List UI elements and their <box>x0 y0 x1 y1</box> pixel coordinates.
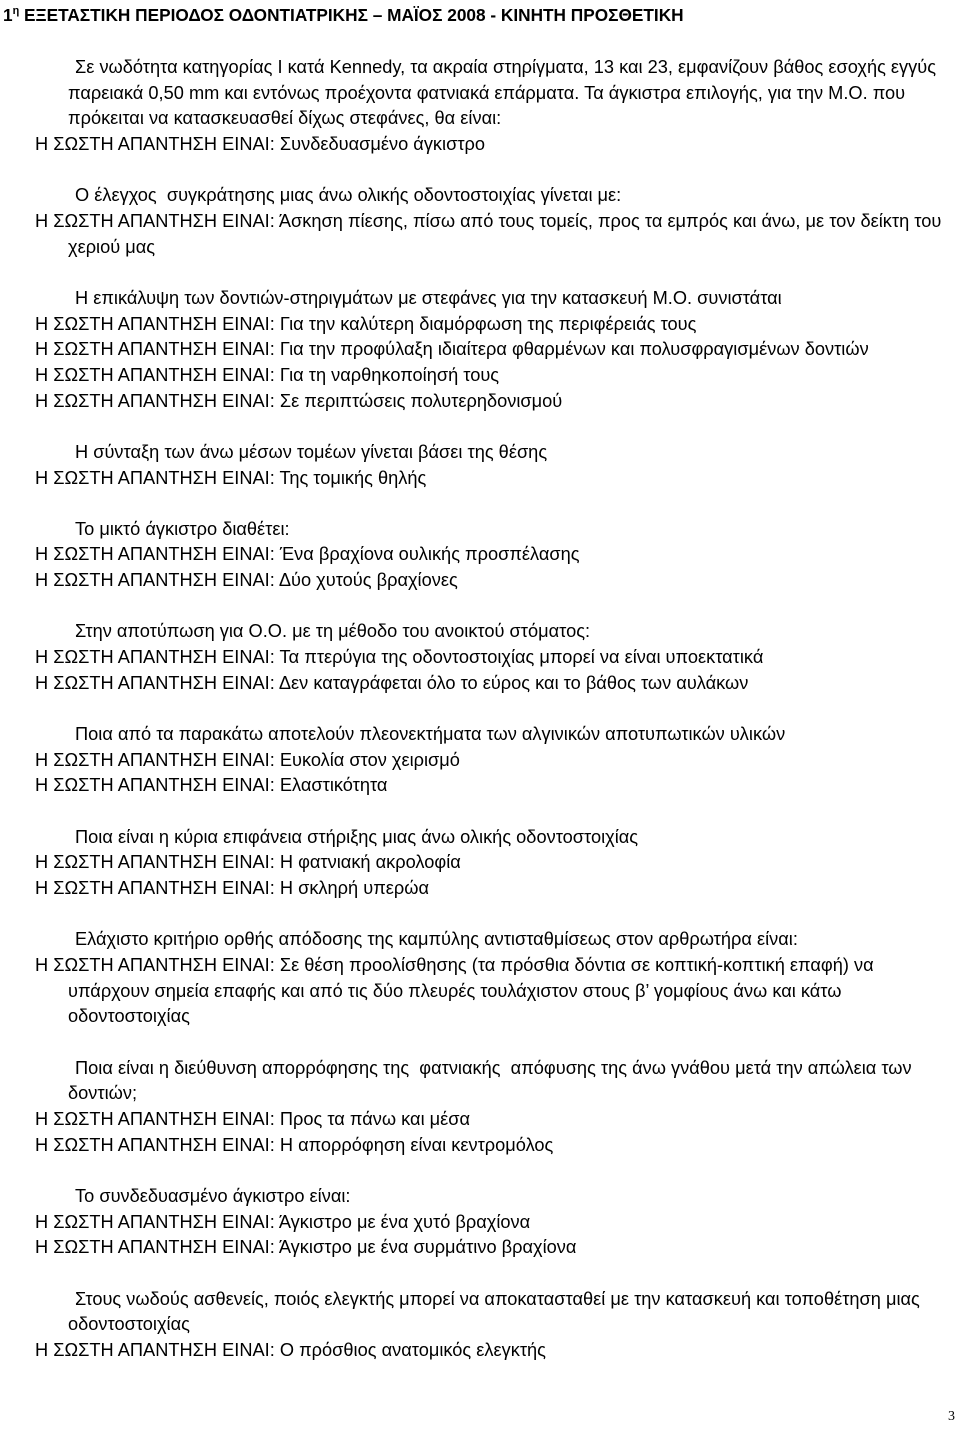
answer-line <box>0 1337 960 1363</box>
question-line <box>0 1055 960 1081</box>
answer-content <box>35 311 696 337</box>
answer-content <box>35 208 941 234</box>
exam-header <box>3 2 694 28</box>
answer-text: Για την καλύτερη διαμόρφωση της περιφέρειάς τους <box>279 312 697 334</box>
answer-line <box>0 1003 960 1029</box>
question-text: δοντιών; <box>68 1082 138 1104</box>
question-text: οδοντοστοιχίας <box>68 1313 190 1335</box>
answer-content <box>35 1106 470 1132</box>
question-line <box>0 1311 960 1337</box>
answer-content <box>35 1132 553 1158</box>
answer-text: Σε θέση προολίσθησης (τα πρόσθια δόντια σε κοπτική-κοπτική επαφή) να <box>279 953 874 975</box>
question-text: Στην αποτύπωση για Ο.Ο. με τη μέθοδο του ανοικτού στόματος: <box>75 620 591 642</box>
answer-line <box>0 772 960 798</box>
qa-item-2 <box>0 182 960 259</box>
question-line <box>0 1080 960 1106</box>
answer-label: Η ΣΩΣΤΗ ΑΠΑΝΤΗΣΗ ΕΙΝΑΙ: <box>35 132 275 154</box>
answer-text: Για την προφύλαξη ιδιαίτερα φθαρμένων και πολυσφραγισμένων δοντιών <box>279 338 869 360</box>
answer-line <box>0 1132 960 1158</box>
qa-item-3 <box>0 285 960 413</box>
answer-line <box>0 234 960 260</box>
answer-text: Συνδεδυασμένο άγκιστρο <box>279 132 486 154</box>
answer-content <box>35 362 499 388</box>
answer-text: Δεν καταγράφεται όλο το εύρος και το βάθος των αυλάκων <box>278 671 749 693</box>
question-text: Ο έλεγχος συγκράτησης μιας άνω ολικής οδοντοστοιχίας γίνεται με: <box>75 184 622 206</box>
answer-label: Η ΣΩΣΤΗ ΑΠΑΝΤΗΣΗ ΕΙΝΑΙ: <box>35 851 275 873</box>
header-number: 1 <box>3 5 13 25</box>
qa-item-4 <box>0 439 960 490</box>
answer-label: Η ΣΩΣΤΗ ΑΠΑΝΤΗΣΗ ΕΙΝΑΙ: <box>35 671 275 693</box>
answer-label: Η ΣΩΣΤΗ ΑΠΑΝΤΗΣΗ ΕΙΝΑΙ: <box>35 1133 275 1155</box>
answer-content <box>35 772 387 798</box>
answer-text: Δύο χυτούς βραχίονες <box>278 569 458 591</box>
answer-text: Ένα βραχίονα ουλικής προσπέλασης <box>279 543 580 565</box>
answer-label: Η ΣΩΣΤΗ ΑΠΑΝΤΗΣΗ ΕΙΝΑΙ: <box>35 1236 275 1258</box>
answer-line <box>0 208 960 234</box>
qa-item-1 <box>0 54 960 157</box>
answer-label: Η ΣΩΣΤΗ ΑΠΑΝΤΗΣΗ ΕΙΝΑΙ: <box>35 1338 275 1360</box>
answer-content <box>35 1209 530 1235</box>
answer-text: χεριού μας <box>68 235 156 257</box>
answer-line <box>0 978 960 1004</box>
answer-line <box>0 1106 960 1132</box>
answer-label: Η ΣΩΣΤΗ ΑΠΑΝΤΗΣΗ ΕΙΝΑΙ: <box>35 466 275 488</box>
question-text: Το μικτό άγκιστρο διαθέτει: <box>75 517 290 539</box>
question-line <box>0 824 960 850</box>
answer-content <box>35 567 458 593</box>
answer-line <box>0 952 960 978</box>
answer-line <box>0 747 960 773</box>
answer-text: Προς τα πάνω και μέσα <box>279 1107 471 1129</box>
answer-text: Σε περιπτώσεις πολυτερηδονισμού <box>279 389 563 411</box>
question-text: Η σύνταξη των άνω μέσων τομέων γίνεται βάσει της θέσης <box>75 440 548 462</box>
header-ordinal-suffix: η <box>12 5 20 17</box>
answer-content <box>35 670 748 696</box>
answer-content <box>35 541 580 567</box>
answer-line <box>0 875 960 901</box>
answer-content <box>35 747 460 773</box>
question-text: Ποια είναι η διεύθυνση απορρόφησης της φατνιακής απόφυσης της άνω γνάθου μετά την απώλεια των <box>75 1056 912 1078</box>
answer-label: Η ΣΩΣΤΗ ΑΠΑΝΤΗΣΗ ΕΙΝΑΙ: <box>35 209 275 231</box>
answer-content <box>35 388 562 414</box>
exam-content <box>0 54 960 1388</box>
header-title: ΕΞΕΤΑΣΤΙΚΗ ΠΕΡΙΟΔΟΣ ΟΔΟΝΤΙΑΤΡΙΚΗΣ – ΜΑΪΟΣ 2008 - ΚΙΝΗΤΗ ΠΡΟΣΘΕΤΙΚΗ <box>24 5 684 25</box>
answer-text: Της τομικής θηλής <box>279 466 427 488</box>
answer-content <box>35 849 461 875</box>
answer-content <box>35 875 429 901</box>
answer-text: Για τη ναρθηκοποίησή τους <box>279 363 500 385</box>
question-text: πρόκειται να κατασκευασθεί δίχως στεφάνες, θα είναι: <box>68 107 502 129</box>
answer-line <box>0 1209 960 1235</box>
answer-text: Άγκιστρο με ένα χυτό βραχίονα <box>278 1210 531 1232</box>
answer-content <box>35 1234 576 1260</box>
answer-content <box>35 131 485 157</box>
answer-content <box>35 644 763 670</box>
question-text: Ελάχιστο κριτήριο ορθής απόδοσης της καμπύλης αντισταθμίσεως στον αρθρωτήρα είναι: <box>75 928 798 950</box>
question-line <box>0 285 960 311</box>
answer-label: Η ΣΩΣΤΗ ΑΠΑΝΤΗΣΗ ΕΙΝΑΙ: <box>35 1107 275 1129</box>
question-line <box>0 54 960 80</box>
qa-item-7 <box>0 721 960 798</box>
answer-line <box>0 388 960 414</box>
answer-content <box>35 336 869 362</box>
question-text: Το συνδεδυασμένο άγκιστρο είναι: <box>75 1184 351 1206</box>
answer-line <box>0 362 960 388</box>
qa-item-5 <box>0 516 960 593</box>
answer-content <box>35 952 874 978</box>
question-text: Ποια είναι η κύρια επιφάνεια στήριξης μιας άνω ολικής οδοντοστοιχίας <box>75 825 639 847</box>
answer-label: Η ΣΩΣΤΗ ΑΠΑΝΤΗΣΗ ΕΙΝΑΙ: <box>35 312 275 334</box>
answer-text: Άγκιστρο με ένα συρμάτινο βραχίονα <box>278 1236 577 1258</box>
answer-text: Τα πτερύγια της οδοντοστοιχίας μπορεί να είναι υποεκτατικά <box>279 646 764 668</box>
answer-text: Άσκηση πίεσης, πίσω από τους τομείς, προς τα εμπρός και άνω, με τον δείκτη του <box>278 209 942 231</box>
question-line <box>0 516 960 542</box>
question-line <box>0 721 960 747</box>
question-line <box>0 182 960 208</box>
answer-label: Η ΣΩΣΤΗ ΑΠΑΝΤΗΣΗ ΕΙΝΑΙ: <box>35 543 275 565</box>
answer-text: Η φατνιακή ακρολοφία <box>279 851 461 873</box>
question-text: Ποια από τα παρακάτω αποτελούν πλεονεκτήματα των αλγινικών αποτυπωτικών υλικών <box>75 723 786 745</box>
answer-label: Η ΣΩΣΤΗ ΑΠΑΝΤΗΣΗ ΕΙΝΑΙ: <box>35 748 275 770</box>
question-text: Σε νωδότητα κατηγορίας I κατά Kennedy, τα ακραία στηρίγματα, 13 και 23, εμφανίζουν βάθος εσοχής εγγύς <box>75 56 937 77</box>
answer-content <box>35 1337 546 1363</box>
question-line <box>0 618 960 644</box>
question-text: παρειακά 0,50 mm και εντόνως προέχοντα φατνιακά επάρματα. Τα άγκιστρα επιλογής, για την Μ.Ο. που <box>68 81 906 103</box>
answer-label: Η ΣΩΣΤΗ ΑΠΑΝΤΗΣΗ ΕΙΝΑΙ: <box>35 389 275 411</box>
answer-label: Η ΣΩΣΤΗ ΑΠΑΝΤΗΣΗ ΕΙΝΑΙ: <box>35 774 275 796</box>
answer-text: Η σκληρή υπερώα <box>279 877 430 898</box>
answer-label: Η ΣΩΣΤΗ ΑΠΑΝΤΗΣΗ ΕΙΝΑΙ: <box>35 569 275 591</box>
answer-label: Η ΣΩΣΤΗ ΑΠΑΝΤΗΣΗ ΕΙΝΑΙ: <box>35 363 275 385</box>
qa-item-11 <box>0 1183 960 1260</box>
answer-label: Η ΣΩΣΤΗ ΑΠΑΝΤΗΣΗ ΕΙΝΑΙ: <box>35 646 275 668</box>
question-line <box>0 105 960 131</box>
question-line <box>0 80 960 106</box>
answer-text: Η απορρόφηση είναι κεντρομόλος <box>279 1133 554 1155</box>
answer-line <box>0 1234 960 1260</box>
qa-item-10 <box>0 1055 960 1158</box>
answer-line <box>0 644 960 670</box>
answer-label: Η ΣΩΣΤΗ ΑΠΑΝΤΗΣΗ ΕΙΝΑΙ: <box>35 338 275 360</box>
answer-line <box>0 311 960 337</box>
answer-line <box>0 849 960 875</box>
answer-text: Ευκολία στον χειρισμό <box>279 748 460 770</box>
answer-text: υπάρχουν σημεία επαφής και από τις δύο πλευρές τουλάχιστον στους β’ γομφίους άνω και κάτω <box>68 979 842 1001</box>
qa-item-9 <box>0 926 960 1029</box>
answer-text: οδοντοστοιχίας <box>68 1005 190 1027</box>
qa-item-12 <box>0 1286 960 1363</box>
qa-item-8 <box>0 824 960 901</box>
question-line <box>0 439 960 465</box>
question-text: Η επικάλυψη των δοντιών-στηριγμάτων με στεφάνες για την κατασκευή Μ.Ο. συνιστάται <box>75 286 782 308</box>
exam-header-text <box>3 2 684 28</box>
answer-line <box>0 567 960 593</box>
answer-line <box>0 465 960 491</box>
answer-text: Ο πρόσθιος ανατομικός ελεγκτής <box>279 1338 546 1360</box>
qa-item-6 <box>0 618 960 695</box>
question-text: Στους νωδούς ασθενείς, ποιός ελεγκτής μπορεί να αποκατασταθεί με την κατασκευή και τοποθέτηση μιας <box>75 1287 920 1309</box>
question-line <box>0 1183 960 1209</box>
question-line <box>0 1286 960 1312</box>
page-number: 3 <box>948 1409 955 1424</box>
answer-line <box>0 541 960 567</box>
answer-line <box>0 670 960 696</box>
answer-label: Η ΣΩΣΤΗ ΑΠΑΝΤΗΣΗ ΕΙΝΑΙ: <box>35 1210 275 1232</box>
question-line <box>0 926 960 952</box>
answer-label: Η ΣΩΣΤΗ ΑΠΑΝΤΗΣΗ ΕΙΝΑΙ: <box>35 877 275 898</box>
answer-text: Ελαστικότητα <box>279 774 388 796</box>
answer-label: Η ΣΩΣΤΗ ΑΠΑΝΤΗΣΗ ΕΙΝΑΙ: <box>35 953 275 975</box>
answer-line <box>0 131 960 157</box>
answer-content <box>35 465 426 491</box>
answer-line <box>0 336 960 362</box>
